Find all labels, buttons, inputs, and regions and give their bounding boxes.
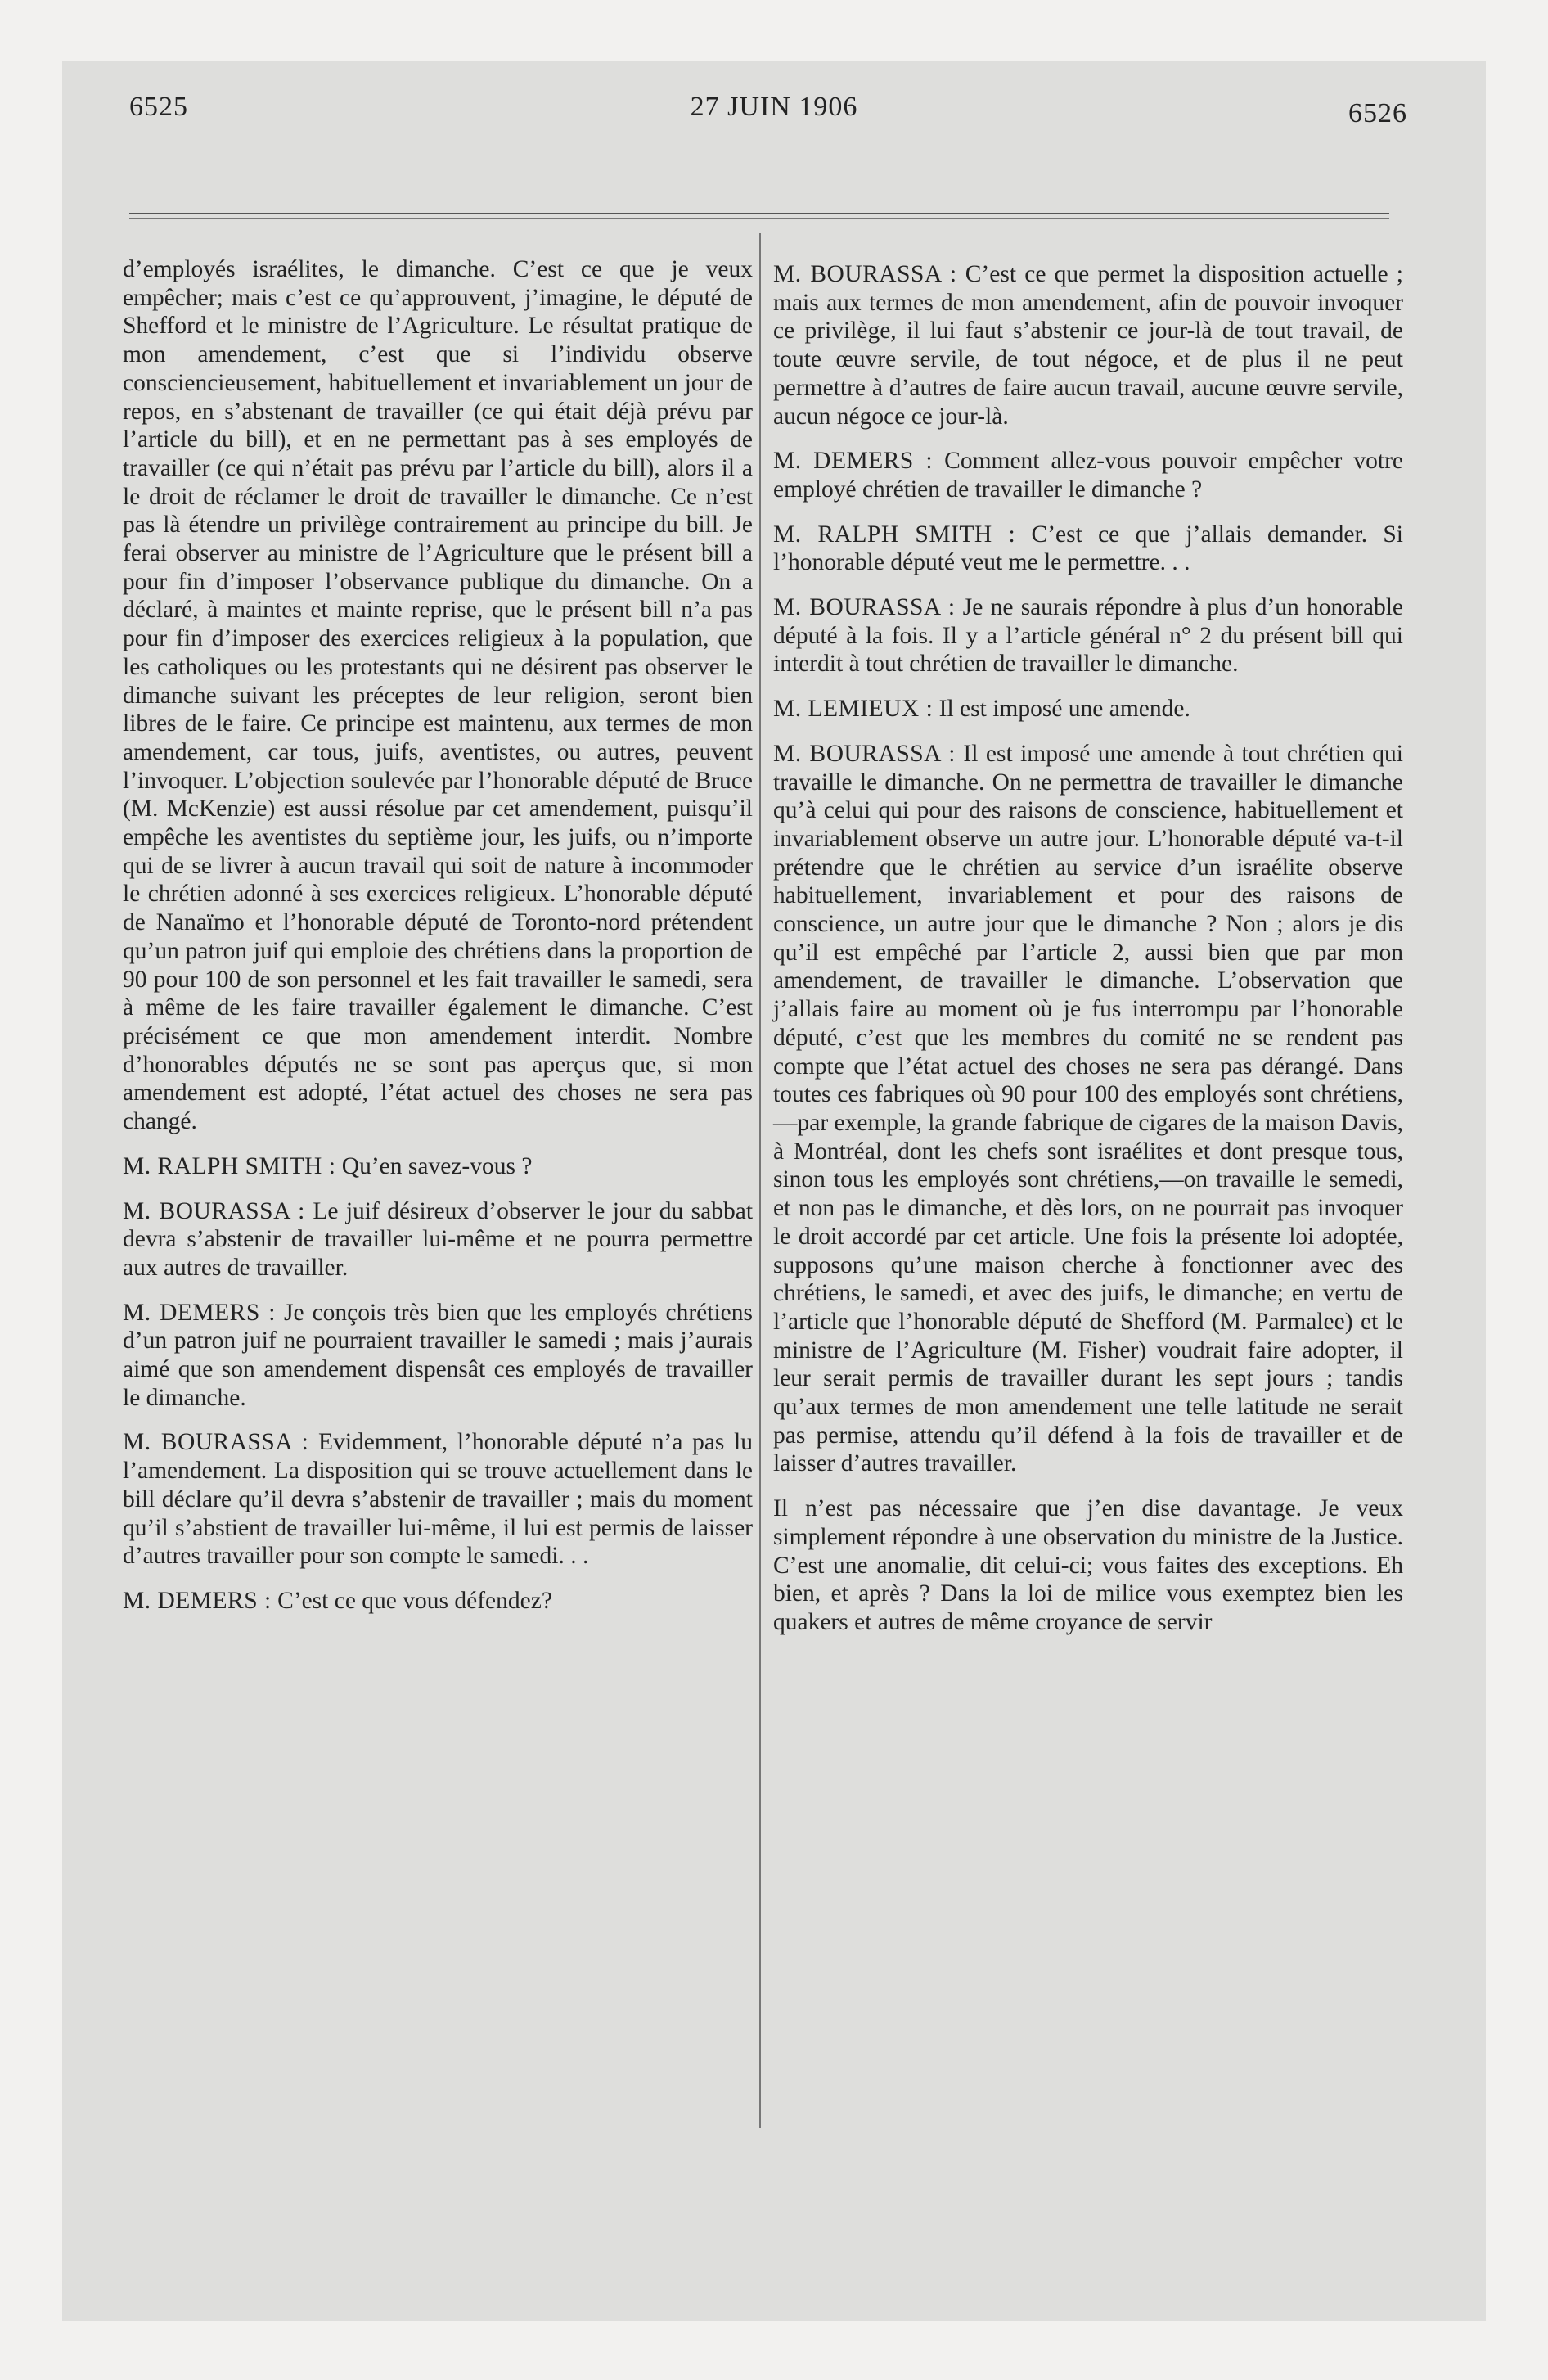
paragraph (773, 1494, 1403, 1637)
paragraph (123, 1197, 753, 1282)
speaker-name: M. RALPH SMITH : (123, 1152, 336, 1179)
right-column (773, 260, 1403, 1637)
speaker-name: M. RALPH SMITH : (773, 521, 1016, 548)
paragraph (123, 1587, 753, 1616)
paragraph-text: C’est ce que permet la disposition actuelle ; mais aux termes de mon amendement, afin de pouvoir invoquer ce privilège, il lui faut s’abstenir ce jour-là de tout travail, de toute œuvre servile, de tout négoce, et de plus il ne peut permettre à d’autres de faire aucun travail, aucune œuvre servile, aucun négoce ce jour-là. (773, 261, 1403, 430)
paragraph (773, 521, 1403, 577)
paragraph-text: C’est ce que vous défendez? (277, 1587, 552, 1614)
paragraph-text: Le juif désireux d’observer le jour du sabbat devra s’abstenir de travailler lui-même et ne pourra permettre aux autres de travailler. (123, 1197, 754, 1281)
speaker-name: M. BOURASSA : (123, 1429, 309, 1456)
header-rule (129, 213, 1389, 214)
paragraph-text: Il est imposé une amende à tout chrétien qui travaille le dimanche. On ne permettra de travailler le dimanche qu’à celui qui pour des raisons de conscience, habituellement et invariablement observe un autre jour. L’honorable député va-t-il prétendre que le chrétien au service d’un israélite observe habituellement, invariablement et pour des raisons de conscience, un autre jour que le dimanche ? Non ; alors je dis qu’il est empêché par l’article 2, aussi bien que par mon amendement, de travailler le dimanche. L’observation que j’allais faire au moment où je fus interrompu par l’honorable député, c’est que les membres du comité ne se rendent pas compte que l’état actuel des choses ne sera pas dérangé. Dans toutes ces fabriques où 90 pour 100 des employés sont chrétiens,—par exemple, la grande fabrique de cigares de la maison Davis, à Montréal, dont les chefs sont israélites et dont presque tous, sinon tous les employés sont chrétiens,—on travaille le semedi, et non pas le dimanche, et dès lors, on ne pourrait pas invoquer le droit accordé par cet article. Une fois la présente loi adoptée, supposons qu’une maison cherche à fonctionner avec des chrétiens, le samedi, et avec des juifs, le dimanche; en vertu de l’article que l’honorable député de Shefford (M. Parmalee) et le ministre de l’Agriculture (M. Fisher) voudrait faire adopter, il leur serait permis de travailler durant les sept jours ; tandis qu’aux termes de mon amendement une telle latitude ne serait pas permise, attendu qu’il défend à la fois de travailler et de laisser d’autres travailler. (773, 740, 1403, 1477)
speaker-name: M. BOURASSA : (773, 740, 956, 767)
speaker-name: M. BOURASSA : (123, 1197, 305, 1224)
paragraph-text: Evidemment, l’honorable député n’a pas lu l’amendement. La disposition qui se trouve actuellement dans le bill déclare qu’il devra s’abstenir de travailler ; mais du moment qu’il s’abstient de travailler lui-même, il lui est permis de laisser d’autres travailler pour son compte le samedi. . . (123, 1429, 754, 1570)
paragraph-text: Il n’est pas nécessaire que j’en dise davantage. Je veux simplement répondre à une observation du ministre de la Justice. C’est une anomalie, dit celui-ci; vous faites des exceptions. Eh bien, et après ? Dans la loi de milice vous exemptez bien les quakers et autres de même croyance de servir (773, 1495, 1403, 1635)
paragraph-text: C’est ce que j’allais demander. Si l’honorable député veut me le permettre. . . (773, 521, 1404, 576)
paragraph-text: d’employés israélites, le dimanche. C’est ce que je veux empêcher; mais c’est ce qu’approuvent, j’imagine, le député de Shefford et le ministre de l’Agriculture. Le résultat pratique de mon amendement, c’est que si l’individu observe consciencieusement, habituellement et invariablement un jour de repos, en s’abstenant de travailler (ce qui était déjà prévu par l’article du bill), et en ne permettant pas à ses employés de travailler (ce qui n’était pas prévu par l’article du bill), alors il a le droit de réclamer le droit de travailler le dimanche. Ce n’est pas là étendre un privilège contrairement au principe du bill. Je ferai observer au ministre de l’Agriculture que le présent bill a pour fin d’imposer l’observance publique du dimanche. On a déclaré, à maintes et mainte reprise, que le présent bill n’a pas pour fin d’imposer des exercices religieux à la population, que les catholiques ou les protestants qui ne désirent pas observer le dimanche suivant les préceptes de leur religion, seront bien libres de le faire. Ce principe est maintenu, aux termes de mon amendement, car tous, juifs, aventistes, ou autres, peuvent l’invoquer. L’objection soulevée par l’honorable député de Bruce (M. McKenzie) est aussi résolue par cet amendement, puisqu’il empêche les aventistes du septième jour, les juifs, ou n’importe qui de se livrer à aucun travail qui soit de nature à incommoder le chrétien adonné à ses exercices religieux. L’honorable député de Nanaïmo et l’honorable député de Toronto-nord prétendent qu’un patron juif qui emploie des chrétiens dans la proportion de 90 pour 100 de son personnel et les fait travailler le samedi, sera à même de les faire travailler également le dimanche. C’est précisément ce que mon amendement interdit. Nombre d’honorables députés ne se sont pas aperçus que, si mon amendement est adopté, l’état actuel des choses ne sera pas changé. (123, 256, 753, 1135)
paragraph (123, 1428, 753, 1571)
speaker-name: M. DEMERS : (123, 1299, 276, 1326)
page-number-left: 6525 (129, 92, 188, 122)
header-rule-thin (129, 218, 1389, 219)
page-date: 27 JUIN 1906 (690, 92, 858, 122)
paragraph (123, 1299, 753, 1413)
paragraph-text: Qu’en savez-vous ? (341, 1152, 533, 1179)
paragraph (773, 260, 1403, 430)
paragraph (773, 695, 1403, 723)
paragraph (123, 255, 753, 1136)
paragraph-text: Je conçois très bien que les employés chrétiens d’un patron juif ne pourraient travailler le samedi ; mais j’aurais aimé que son amendement dispensât ces employés de travailler le dimanche. (123, 1299, 753, 1411)
paragraph-text: Je ne saurais répondre à plus d’un honorable député à la fois. Il y a l’article général n° 2 du présent bill qui interdit à tout chrétien de travailler le dimanche. (773, 594, 1403, 678)
paragraph (773, 593, 1403, 678)
paragraph-text: Il est imposé une amende. (938, 696, 1190, 723)
speaker-name: M. BOURASSA : (773, 261, 957, 287)
speaker-name: M. LEMIEUX : (773, 696, 934, 723)
paragraph (773, 447, 1403, 503)
speaker-name: M. BOURASSA : (773, 594, 956, 621)
speaker-name: M. DEMERS : (123, 1587, 272, 1614)
paragraph-text: Comment allez-vous pouvoir empêcher votre employé chrétien de travailler le dimanche ? (773, 448, 1403, 503)
page-number-right: 6526 (1348, 98, 1407, 128)
paragraph (123, 1152, 753, 1181)
left-column (123, 255, 753, 1616)
column-divider (759, 233, 761, 2128)
paragraph (773, 740, 1403, 1478)
speaker-name: M. DEMERS : (773, 448, 934, 475)
running-header (0, 92, 1548, 141)
